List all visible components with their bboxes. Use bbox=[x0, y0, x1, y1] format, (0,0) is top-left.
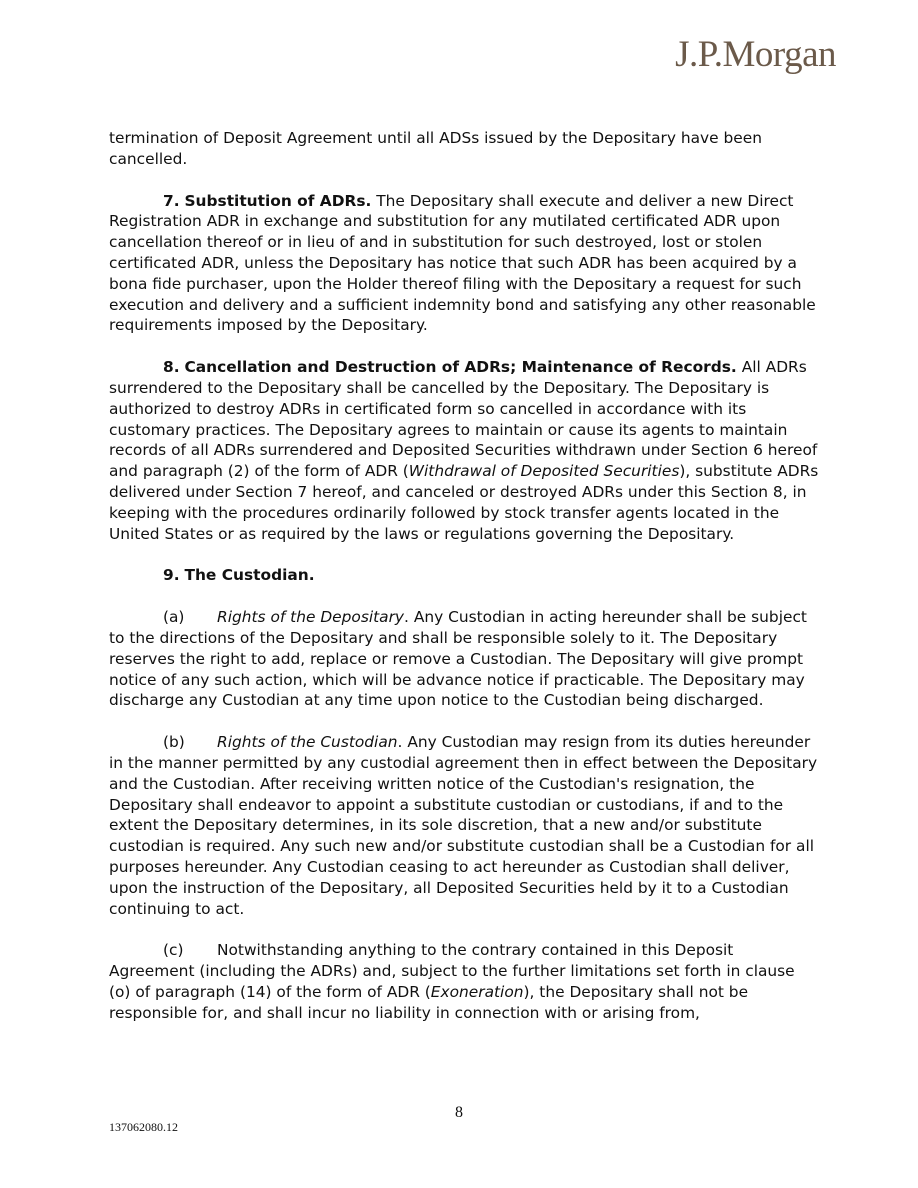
section-9-heading-line bbox=[109, 565, 819, 586]
section-9c bbox=[109, 940, 819, 1023]
section-7 bbox=[109, 191, 819, 337]
section-9b-title: Rights of the Custodian bbox=[217, 733, 398, 752]
continuation-paragraph: termination of Deposit Agreement until all ADSs issued by the Depositary have been cancelled. bbox=[109, 129, 762, 168]
section-8-body-part1: All ADRs surrendered to the Depositary shall be cancelled by the Depositary. The Depositary is authorized to destroy ADRs in certificated form so cancelled in accordance with its customary practices. The Depositary agrees to maintain or cause its agents to maintain records of all ADRs surrendered and Deposited Securities withdrawn under Section 6 hereof and paragraph (2) of the form of ADR ( bbox=[109, 358, 818, 481]
document-body bbox=[109, 128, 819, 1044]
section-9-number: 9. bbox=[163, 566, 180, 585]
section-9a-label: (a) bbox=[163, 608, 185, 627]
document-id: 137062080.12 bbox=[109, 1120, 178, 1134]
jpmorgan-logo: J.P.Morgan bbox=[675, 34, 836, 75]
section-9a-title: Rights of the Depositary bbox=[217, 608, 405, 627]
section-8-body-part2: ), substitute ADRs delivered under Section 7 hereof, and canceled or destroyed ADRs under this Section 8, in keeping with the procedures ordinarily followed by stock transfer agents located in the United States or as required by the laws or regulations governing the Depositary. bbox=[109, 462, 819, 543]
section-7-heading: Substitution of ADRs. bbox=[184, 191, 372, 210]
section-9-heading: The Custodian. bbox=[184, 566, 315, 585]
section-7-body: The Depositary shall execute and deliver a new Direct Registration ADR in exchange and substitution for any mutilated certificated ADR upon cancellation thereof or in lieu of and in substitution for such destroyed, lost or stolen certificated ADR, unless the Depositary has notice that such ADR has been acquired by a bona fide purchaser, upon the Holder thereof filing with the Depositary a request for such execution and delivery and a sufficient indemnity bond and satisfying any other reasonable requirements imposed by the Depositary. bbox=[109, 191, 816, 335]
section-9b bbox=[109, 732, 819, 919]
section-9c-body-part1: Notwithstanding anything to the contrary contained in this Deposit Agreement (including the ADRs) and, subject to the further limitations set forth in clause (o) of paragraph (14) of the form of ADR ( bbox=[109, 941, 795, 1001]
section-9b-body: . Any Custodian may resign from its duties hereunder in the manner permitted by any custodial agreement then in effect between the Depositary and the Custodian. After receiving written notice of the Custodian's resignation, the Depositary shall endeavor to appoint a substitute custodian or custodians, if and to the extent the Depositary determines, in its sole discretion, that a new and/or substitute custodian is required. Any such new and/or substitute custodian shall be a Custodian for all purposes hereunder. Any Custodian ceasing to act hereunder as Custodian shall deliver, upon the instruction of the Depositary, all Deposited Securities held by it to a Custodian continuing to act. bbox=[109, 733, 818, 918]
section-9c-body-part2: ), the Depositary shall not be responsible for, and shall incur no liability in connection with or arising from, bbox=[109, 982, 749, 1022]
section-7-number: 7. bbox=[163, 191, 180, 210]
section-9a bbox=[109, 607, 819, 711]
section-8 bbox=[109, 357, 819, 544]
section-9c-body-italic: Exoneration bbox=[430, 982, 524, 1001]
page-number: 8 bbox=[455, 1104, 463, 1121]
section-8-heading: Cancellation and Destruction of ADRs; Maintenance of Records. bbox=[184, 358, 737, 377]
section-9a-body: . Any Custodian in acting hereunder shall be subject to the directions of the Depositary and shall be responsible solely to it. The Depositary reserves the right to add, replace or remove a Custodian. The Depositary will give prompt notice of any such action, which will be advance notice if practicable. The Depositary may discharge any Custodian at any time upon notice to the Custodian being discharged. bbox=[109, 608, 807, 710]
section-9c-label: (c) bbox=[163, 941, 184, 960]
section-8-number: 8. bbox=[163, 358, 180, 377]
section-8-body-italic: Withdrawal of Deposited Securities bbox=[408, 462, 680, 481]
section-9b-label: (b) bbox=[163, 733, 185, 752]
